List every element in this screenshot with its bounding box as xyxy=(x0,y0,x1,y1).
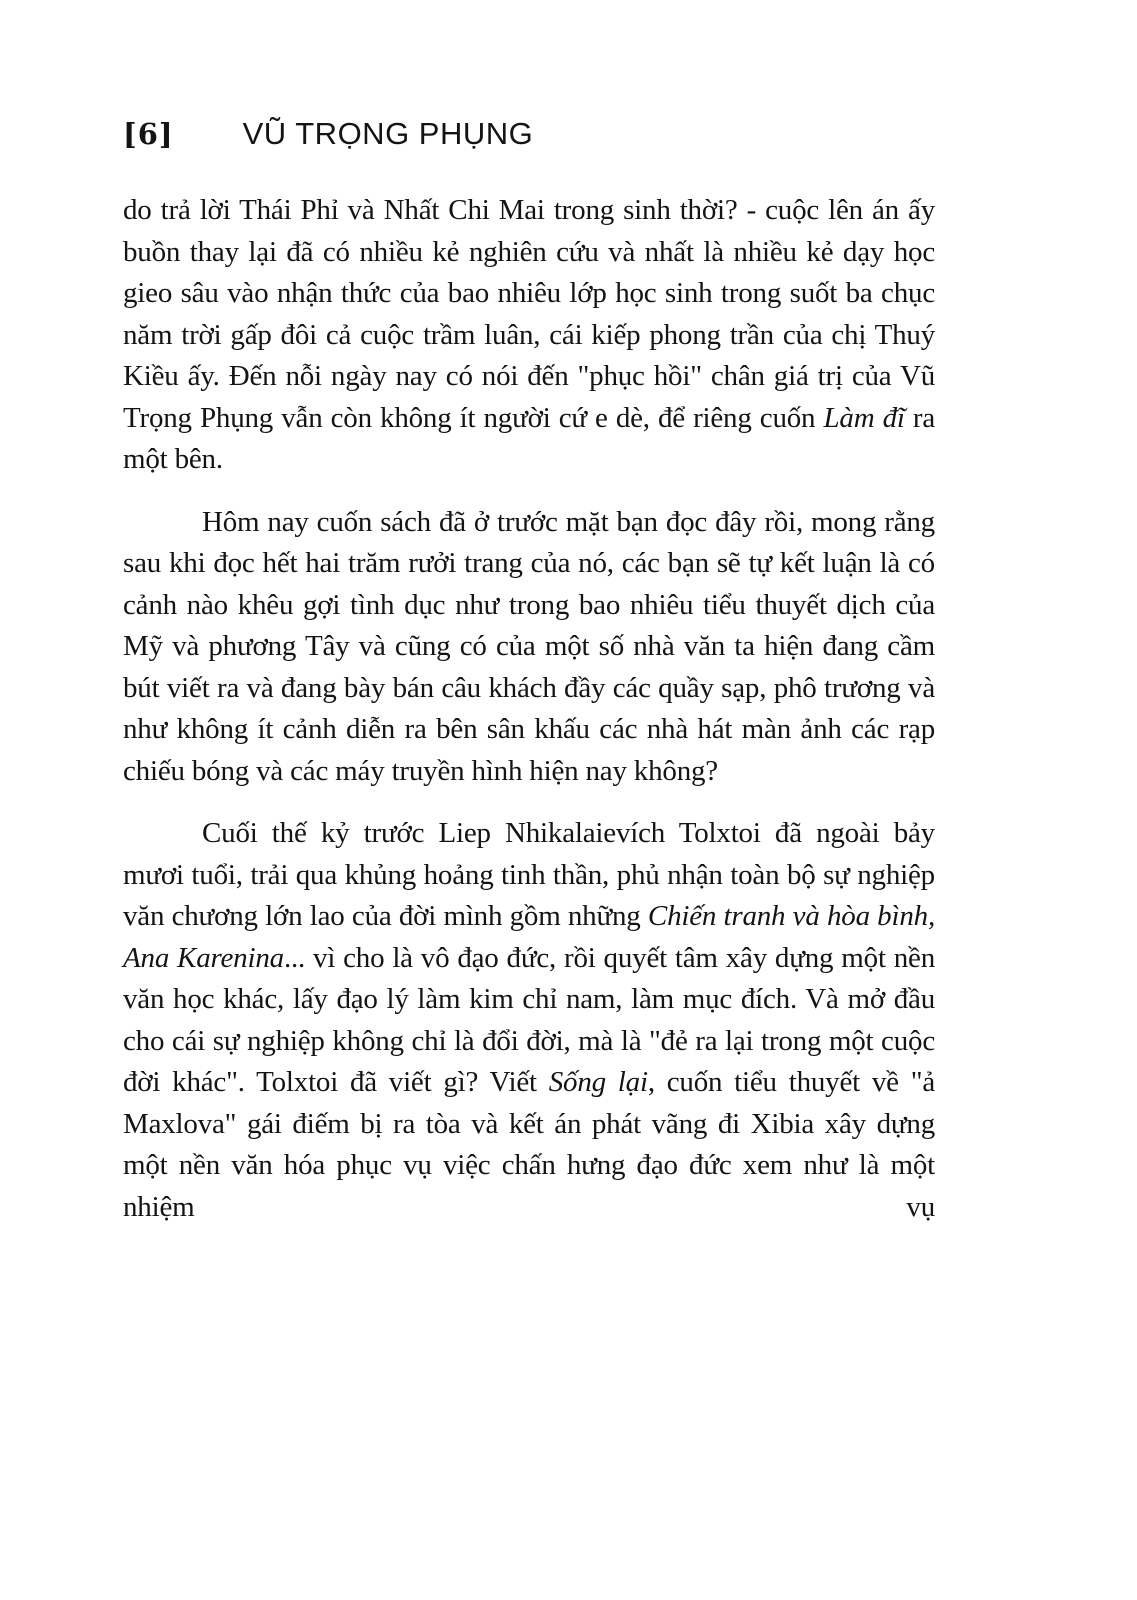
text-run: Cuối thế kỷ trước Liep Nhikalaievích Tolxtoi đã ngoài bảy mươi tuổi, trải qua khủng hoảng tinh thần, phủ nhận toàn bộ sự nghiệp văn chương lớn lao của đời mình gồm những xyxy=(123,817,935,932)
text-run: ra một bên. xyxy=(123,401,936,475)
text-run: ... vì cho là vô đạo đức, rồi quyết tâm xây dựng một nền văn học khác, lấy đạo lý làm kim chỉ nam, làm mục đích. Và mở đầu cho cái sự nghiệp không chỉ là đổi đời, mà là "đẻ ra lại trong một cuộc đời khác". Tolxtoi đã viết gì? Viết xyxy=(123,941,936,1098)
page-number: [6] xyxy=(123,117,174,151)
text-run: , cuốn tiểu thuyết về "ả Maxlova" gái điếm bị ra tòa và kết án phát vãng đi Xibia xây dựng một nền văn hóa phục vụ việc chấn hưng đạo đức xem như là một nhiệm vụ xyxy=(123,1066,936,1223)
running-title: VŨ TRỌNG PHỤNG xyxy=(242,116,534,151)
paragraph xyxy=(123,813,935,1228)
italic-text-run: Chiến tranh và hòa bình, Ana Karenina xyxy=(123,900,935,974)
paragraph xyxy=(123,190,935,481)
text-run: Hôm nay cuốn sách đã ở trước mặt bạn đọc đây rồi, mong rằng sau khi đọc hết hai trăm rưởi trang của nó, các bạn sẽ tự kết luận là có cảnh nào khêu gợi tình dục như trong bao nhiêu tiểu thuyết dịch của Mỹ và phương Tây và cũng có của một số nhà văn ta hiện đang cầm bút viết ra và đang bày bán câu khách đầy các quầy sạp, phô trương và như không ít cảnh diễn ra bên sân khấu các nhà hát màn ảnh các rạp chiếu bóng và các máy truyền hình hiện nay không? xyxy=(123,505,935,787)
paragraph xyxy=(123,502,935,793)
page-header xyxy=(123,116,533,152)
italic-text-run: Sống lại xyxy=(548,1066,648,1098)
text-run: do trả lời Thái Phỉ và Nhất Chi Mai trong sinh thời? - cuộc lên án ấy buồn thay lại đã có nhiều kẻ nghiên cứu và nhất là nhiều kẻ dạy học gieo sâu vào nhận thức của bao nhiêu lớp học sinh trong suốt ba chục năm trời gấp đôi cả cuộc trầm luân, cái kiếp phong trần của chị Thuý Kiều ấy. Đến nỗi ngày nay có nói đến "phục hồi" chân giá trị của Vũ Trọng Phụng vẫn còn không ít người cứ e dè, để riêng cuốn xyxy=(123,194,935,434)
text-block xyxy=(123,190,935,1249)
italic-text-run: Làm đĩ xyxy=(823,401,905,434)
